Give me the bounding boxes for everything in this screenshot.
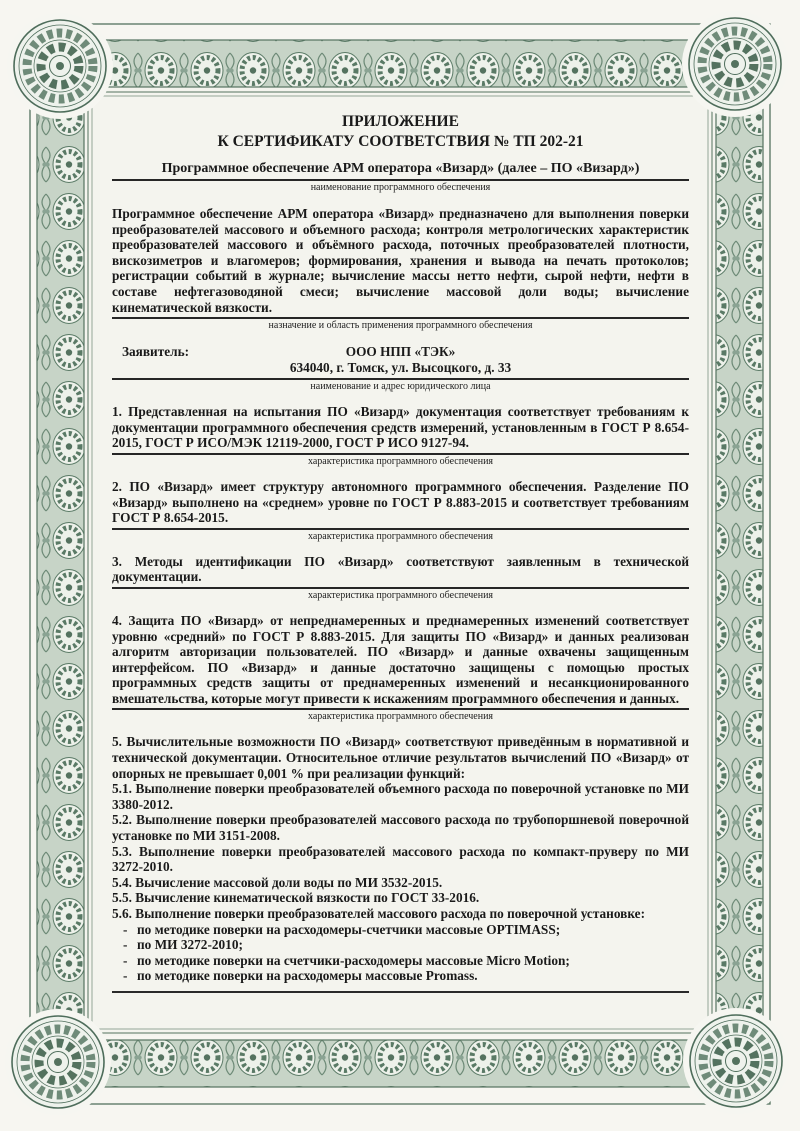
applicant-name: ООО НПП «ТЭК» [345, 344, 456, 360]
bullet-promass-text: по методике поверки на расходомеры массовые Promass. [137, 968, 478, 984]
clause-5-5: 5.5. Вычисление кинематической вязкости по ГОСТ 33-2016. [112, 890, 480, 906]
software-name: Программное обеспечение АРМ оператора «Визард» (далее – ПО «Визард») [112, 160, 689, 181]
dash-marker: - [123, 968, 128, 984]
bullet-optimass [112, 922, 689, 938]
clause-5-1: 5.1. Выполнение поверки преобразователей объемного расхода по поверочной установке по МИ 3380-2012. [112, 781, 689, 812]
clause-3-caption: характеристика программного обеспечения [307, 589, 494, 601]
clause-5-4: 5.4. Вычисление массовой доли воды по МИ 3532-2015. [112, 874, 443, 890]
purpose-section [112, 206, 689, 319]
applicant-address: 634040, г. Томск, ул. Высоцкого, д. 33 [289, 360, 512, 376]
bullet-micro-motion [112, 953, 689, 969]
clause-1 [112, 404, 689, 455]
bullet-micro-motion-text: по методике поверки на счетчики-расходомеры массовые Micro Motion; [137, 952, 570, 968]
clause-4 [112, 613, 689, 711]
clause-2-caption: характеристика программного обеспечения [307, 530, 494, 542]
applicant-section [112, 344, 689, 380]
clause-2-text: 2. ПО «Визард» имеет структуру автономного программного обеспечения. Разделение ПО «Визард» выполнено на «среднем» уровне по ГОСТ Р 8.883-2015 и соответствует требованиям ГОСТ Р 8.654-2015. [112, 478, 689, 526]
clause-1-caption: характеристика программного обеспечения [307, 455, 494, 467]
title-line-2: К СЕРТИФИКАТУ СООТВЕТСТВИЯ № ТП 202-21 [217, 133, 584, 150]
clause-3-text: 3. Методы идентификации ПО «Визард» соответствуют заявленным в технической документации. [112, 553, 689, 585]
clause-5-2: 5.2. Выполнение поверки преобразователей массового расхода по трубопоршневой поверочной установке по МИ 3151-2008. [112, 812, 689, 844]
clause-5 [112, 734, 689, 984]
clause-3 [112, 554, 689, 589]
dash-marker: - [123, 921, 128, 937]
purpose-paragraph: Программное обеспечение АРМ оператора «Визард» предназначено для выполнения поверки преобразователей массового и объемного расхода; контроля метрологических характеристик преобразователей массового и объёмного расхода, поточных преобразователей плотности, вискозиметров и влагомеров; формирования, хранения и вывода на печать протоколов; регистрации событий в журнале; вычисление массы нетто нефти, сырой нефти, нефти в составе нефтегазоводяной смеси; вычисление массовой доли воды; вычисление кинематической вязкости. [112, 206, 689, 315]
bullet-mi-3272-text: по МИ 3272-2010; [137, 937, 243, 953]
certificate-body [112, 112, 689, 993]
bullet-mi-3272 [112, 937, 689, 953]
bottom-rule [112, 991, 689, 993]
title-line-1: ПРИЛОЖЕНИЕ [342, 113, 459, 130]
clause-5-6: 5.6. Выполнение поверки преобразователей массового расхода по поверочной установке: [112, 906, 645, 921]
purpose-caption: назначение и область применения программного обеспечения [268, 320, 533, 332]
clause-2 [112, 479, 689, 530]
bullet-promass [112, 968, 689, 984]
software-name-caption: наименование программного обеспечения [310, 182, 491, 193]
clause-5-3: 5.3. Выполнение поверки преобразователей массового расхода по компакт-пруверу по МИ 3272-2010. [112, 843, 689, 875]
applicant-caption: наименование и адрес юридического лица [310, 381, 491, 393]
clause-4-text: 4. Защита ПО «Визард» от непреднамеренных и преднамеренных изменений соответствует уровню «средний» по ГОСТ Р 8.883-2015. Для защиты ПО «Визард» и данных реализован алгоритм авторизации пользователей. ПО «Визард» и данные охвачены защищенным интерфейсом. ПО «Визард» и данные достаточно защищены с помощью простых программных средств защиты от преднамеренных изменений и несанкционированного вмешательства, которые могут привести к искажениям программного обеспечения и данных. [112, 612, 689, 706]
clause-1-text: 1. Представленная на испытания ПО «Визард» документация соответствует требованиям к документации программного обеспечения средств измерений, установленным в ГОСТ Р 8.654-2015, ГОСТ Р ИСО/МЭК 12119-2000, ГОСТ Р ИСО 9127-94. [112, 404, 689, 451]
dash-marker: - [123, 952, 128, 968]
clause-5-intro: 5. Вычислительные возможности ПО «Визард» соответствуют приведённым в нормативной и технической документации. Относительное отличие результатов вычислений ПО «Визард» от опорных не превышает 0,001 % при реализации функций: [112, 734, 689, 781]
dash-marker: - [123, 937, 128, 953]
clause-4-caption: характеристика программного обеспечения [307, 711, 494, 723]
bullet-optimass-text: по методике поверки на расходомеры-счетчики массовые OPTIMASS; [137, 921, 561, 937]
applicant-label: Заявитель: [122, 344, 190, 360]
